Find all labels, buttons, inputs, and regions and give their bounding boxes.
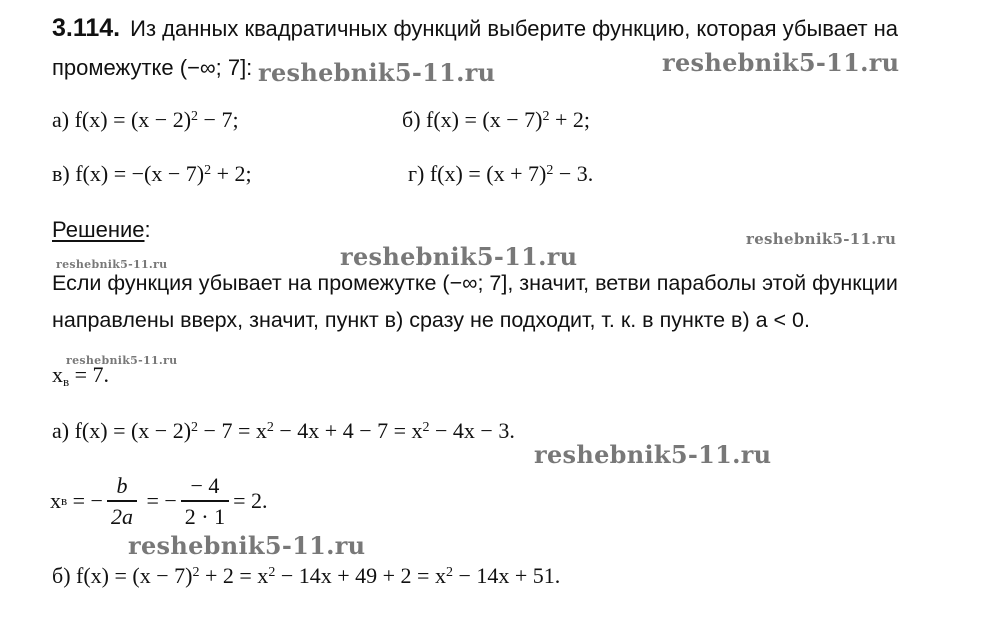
fraction2-bar: [181, 500, 229, 502]
option-g: [408, 163, 593, 185]
option-a-label: а): [52, 107, 75, 132]
solution-heading-colon: :: [144, 217, 151, 242]
fraction2-numerator: − 4: [190, 472, 220, 498]
fraction1-numerator: b: [116, 472, 128, 498]
option-b-label: б): [402, 107, 427, 132]
step-a-exp3: 2: [422, 420, 430, 435]
option-v-label: в): [52, 161, 76, 186]
option-b-tail: + 2;: [549, 107, 591, 132]
step-a-part4: − 4x − 3.: [429, 418, 515, 443]
watermark: reshebnik5-11.ru: [128, 531, 366, 560]
step-b-label: б): [52, 563, 77, 588]
vertex-calc-x: x: [50, 488, 61, 513]
option-v: [52, 163, 252, 185]
solution-heading: [52, 219, 151, 241]
option-a-body: f(x) = (x − 2): [74, 107, 192, 132]
step-b-part2: + 2 = x: [199, 563, 269, 588]
vertex-x-sub: в: [63, 373, 70, 389]
watermark: reshebnik5-11.ru: [746, 230, 897, 248]
option-a: [52, 109, 239, 131]
step-b-line: [52, 565, 560, 587]
option-v-body: f(x) = −(x − 7): [75, 161, 205, 186]
step-b-part1: f(x) = (x − 7): [76, 563, 193, 588]
option-v-exp: 2: [204, 163, 212, 178]
fraction-b-over-2a: [107, 473, 137, 529]
step-b-part3: − 14x + 49 + 2 = x: [275, 563, 446, 588]
vertex-calc-eq2: = −: [140, 488, 177, 513]
vertex-x-main: x: [52, 362, 63, 387]
solution-heading-text: Решение: [52, 217, 145, 242]
step-a-exp2: 2: [266, 420, 274, 435]
step-a-part1: f(x) = (x − 2): [74, 418, 192, 443]
step-a-label: а): [52, 418, 75, 443]
step-a-exp1: 2: [191, 420, 199, 435]
step-a-part2: − 7 = x: [198, 418, 267, 443]
option-b-exp: 2: [542, 109, 550, 124]
option-v-tail: + 2;: [211, 161, 252, 186]
vertex-calc-eq1: = −: [67, 488, 103, 513]
option-a-exp: 2: [191, 109, 199, 124]
vertex-x-value: = 7.: [69, 362, 110, 387]
fraction1-bar: [107, 500, 137, 502]
problem-text-line1: Из данных квадратичных функций выберите функцию, которая убывает на: [130, 16, 899, 41]
problem-number: 3.114.: [52, 14, 121, 42]
watermark: reshebnik5-11.ru: [66, 354, 178, 367]
option-g-tail: − 3.: [553, 161, 594, 186]
step-a-line: [52, 420, 515, 442]
option-b: [402, 109, 590, 131]
watermark: reshebnik5-11.ru: [340, 242, 578, 271]
watermark: reshebnik5-11.ru: [56, 258, 168, 271]
watermark: reshebnik5-11.ru: [662, 48, 900, 77]
problem-text-line2: промежутке (−∞; 7]:: [52, 55, 253, 80]
step-b-exp1: 2: [192, 565, 200, 580]
option-b-body: f(x) = (x − 7): [426, 107, 543, 132]
option-g-exp: 2: [546, 163, 554, 178]
fraction2-denominator: 2 · 1: [184, 503, 226, 529]
vertex-x-line: [52, 362, 110, 389]
step-b-exp2: 2: [268, 565, 276, 580]
fraction1-denominator: 2a: [110, 503, 133, 529]
option-g-body: f(x) = (x + 7): [429, 161, 547, 186]
watermark: reshebnik5-11.ru: [258, 58, 496, 87]
option-a-tail: − 7;: [198, 107, 239, 132]
option-g-label: г): [408, 161, 430, 186]
step-b-exp3: 2: [445, 565, 453, 580]
vertex-calc-eq3: = 2.: [233, 488, 268, 513]
fraction-minus4-over-2x1: [181, 473, 229, 529]
step-a-part3: − 4x + 4 − 7 = x: [273, 418, 423, 443]
problem-header-line: [52, 16, 898, 41]
watermark: reshebnik5-11.ru: [534, 440, 772, 469]
vertex-calculation: x в = − $\frac{b}{2a}$ = − $\frac{- 4}{2 \cdot 1}$ = 2.: [50, 472, 268, 529]
solution-para-line1: Если функция убывает на промежутке (−∞; 7], значит, ветви параболы этой функции: [52, 271, 898, 295]
step-b-part4: − 14x + 51.: [452, 563, 561, 588]
solution-para-line2: направлены вверх, значит, пункт в) сразу не подходит, т. к. в пункте в) a < 0.: [52, 308, 810, 332]
